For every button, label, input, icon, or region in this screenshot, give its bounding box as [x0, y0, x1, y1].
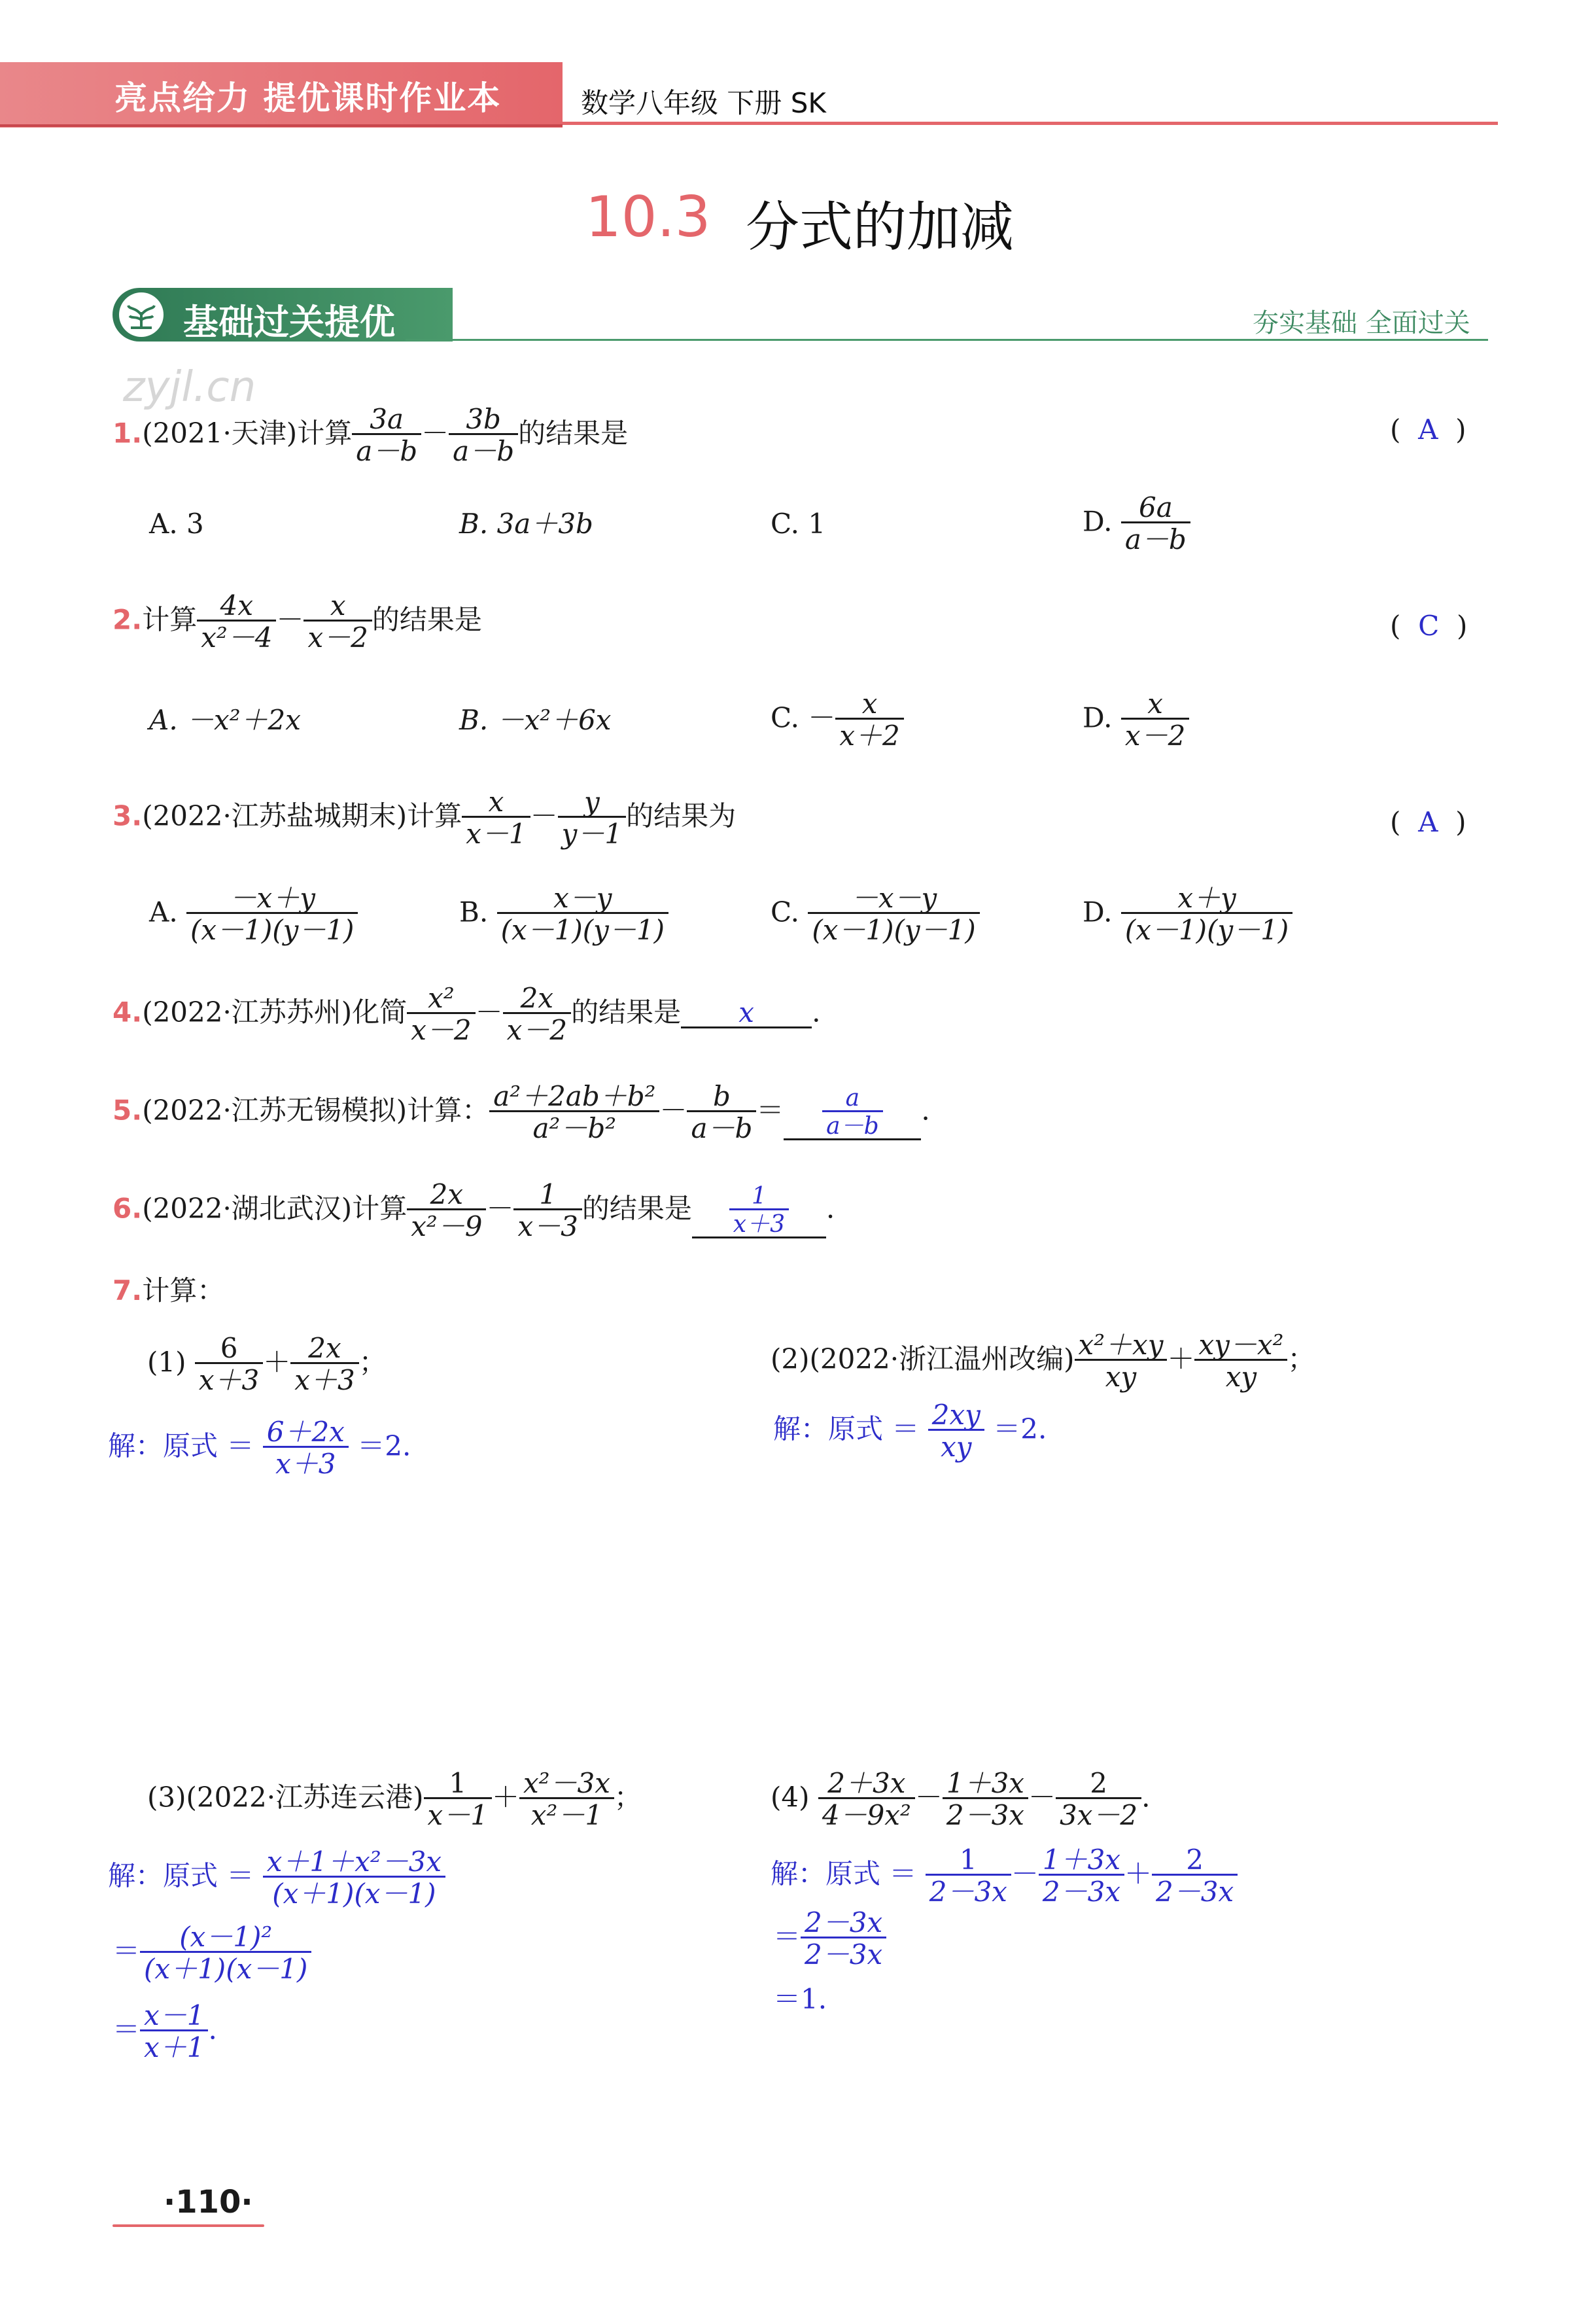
- q2-option-c: C. － $\frac{x}{x+2}$: [771, 690, 904, 750]
- q2-option-b: B. －x²＋6x: [459, 704, 612, 736]
- sprout-icon: [119, 292, 164, 337]
- question-1: 1.(2021·天津)计算 $\frac{3a}{a-b}$ － $\frac{3b}{a-b}$ 的结果是: [113, 403, 629, 467]
- q7-part-4-solution-line2: ＝ $\frac{2-3x}{2-3x}$: [773, 1909, 886, 1969]
- q1-option-b: B. 3a＋3b: [459, 508, 593, 540]
- q7-part-3-solution-line2: ＝ $\frac{\text{(x－1)²}}{(x+1)(x-1)}$: [113, 1923, 311, 1983]
- q5-answer: $\frac{a}{a-b}$: [784, 1087, 921, 1140]
- answer-bracket-2: ( C ): [1390, 610, 1468, 642]
- section-number: 10.3: [585, 184, 711, 250]
- q7-part-2: (2)(2022·浙江温州改编) $\frac{\text{x²＋xy}}{xy}$ ＋ $\frac{\text{xy－x²}}{xy}$ ；: [771, 1329, 1315, 1393]
- q1-option-a: A. 3: [149, 508, 204, 540]
- q7-part-4-solution-line3: ＝1.: [773, 1983, 827, 2015]
- question-7: 7.计算：: [113, 1274, 225, 1306]
- banner-subtitle: 夯实基础 全面过关: [1253, 308, 1470, 338]
- answer-bracket-3: ( A ): [1390, 806, 1466, 838]
- banner-label: 基础过关提优: [183, 302, 395, 343]
- q2-option-a: A. －x²＋2x: [149, 704, 301, 736]
- question-6: 6.(2022·湖北武汉)计算 $\frac{2x}{\text{x²－9}}$ － $\frac{1}{x-3}$ 的结果是 $\frac{1}{x+3}$ .: [113, 1178, 835, 1242]
- footer-rule: [113, 2224, 264, 2227]
- section-title: 分式的加减: [746, 196, 1015, 258]
- q7-part-3-solution-line3: ＝ $\frac{x-1}{x+1}$ .: [113, 1999, 217, 2063]
- q3-option-c: C. $\frac{-x-y}{(x-1)(y-1)}$: [771, 885, 980, 944]
- q6-answer: $\frac{1}{x+3}$: [692, 1185, 826, 1238]
- q7-part-2-solution: 解：原式 ＝ $\frac{2xy}{xy}$ ＝2.: [773, 1399, 1047, 1463]
- q7-part-3: (3)(2022·江苏连云港) $\frac{1}{x-1}$ ＋ $\frac{\text{x²－3x}}{\text{x²－1}}$ ；: [147, 1767, 642, 1831]
- question-3: 3.(2022·江苏盐城期末)计算 $\frac{x}{x-1}$ － $\frac{y}{y-1}$ 的结果为: [113, 786, 737, 850]
- q7-part-4: (4) $\frac{2+3x}{\text{4－9x²}}$ － $\frac{1+3x}{2-3x}$ － $\frac{2}{3x-2}$ .: [771, 1767, 1151, 1831]
- q7-part-1-solution: 解：原式 ＝ $\frac{6+2x}{x+3}$ ＝2.: [108, 1416, 411, 1480]
- q3-option-b: B. $\frac{x-y}{(x-1)(y-1)}$: [459, 885, 668, 944]
- q1-option-d: D. $\frac{6a}{a-b}$: [1083, 494, 1190, 553]
- question-4: 4.(2022·江苏苏州)化简 $\frac{\text{x²}}{x-2}$ － $\frac{2x}{x-2}$ 的结果是 x .: [113, 982, 821, 1046]
- q7-part-4-solution-line1: 解：原式 ＝ $\frac{1}{2-3x}$ － $\frac{1+3x}{2-3x}$ ＋ $\frac{2}{2-3x}$: [771, 1846, 1238, 1906]
- book-title: 数学八年级 下册 SK: [581, 87, 826, 119]
- series-title: 亮点给力 提优课时作业本: [114, 79, 502, 117]
- watermark: zyjl.cn: [123, 363, 256, 412]
- q2-option-d: D. $\frac{x}{x-2}$: [1083, 690, 1189, 750]
- page-number: ·110·: [164, 2184, 253, 2220]
- q3-option-a: A. $\frac{-x+y}{(x-1)(y-1)}$: [149, 885, 358, 944]
- answer-bracket-1: ( A ): [1390, 413, 1466, 446]
- header-underline: [0, 124, 563, 127]
- question-5: 5.(2022·江苏无锡模拟)计算： $\frac{\text{a²＋2ab＋b²}}{\text{a²－b²}}$ － $\frac{b}{a-b}$ ＝ $\frac{a}{a-b}$ .: [113, 1080, 930, 1144]
- q3-option-d: D. $\frac{x+y}{(x-1)(y-1)}$: [1083, 885, 1292, 944]
- q1-option-c: C. 1: [771, 508, 826, 540]
- q7-part-1: (1) $\frac{6}{x+3}$ ＋ $\frac{2x}{x+3}$ ；: [147, 1332, 387, 1396]
- q4-answer: x: [681, 999, 812, 1028]
- q7-part-3-solution-line1: 解：原式 ＝ $\frac{\text{x＋1＋x²－3x}}{(x+1)(x-1)}$: [108, 1848, 445, 1908]
- question-2: 2.计算 $\frac{4x}{\text{x²－4}}$ － $\frac{x}{x-2}$ 的结果是: [113, 589, 482, 654]
- header-rule: [563, 122, 1498, 125]
